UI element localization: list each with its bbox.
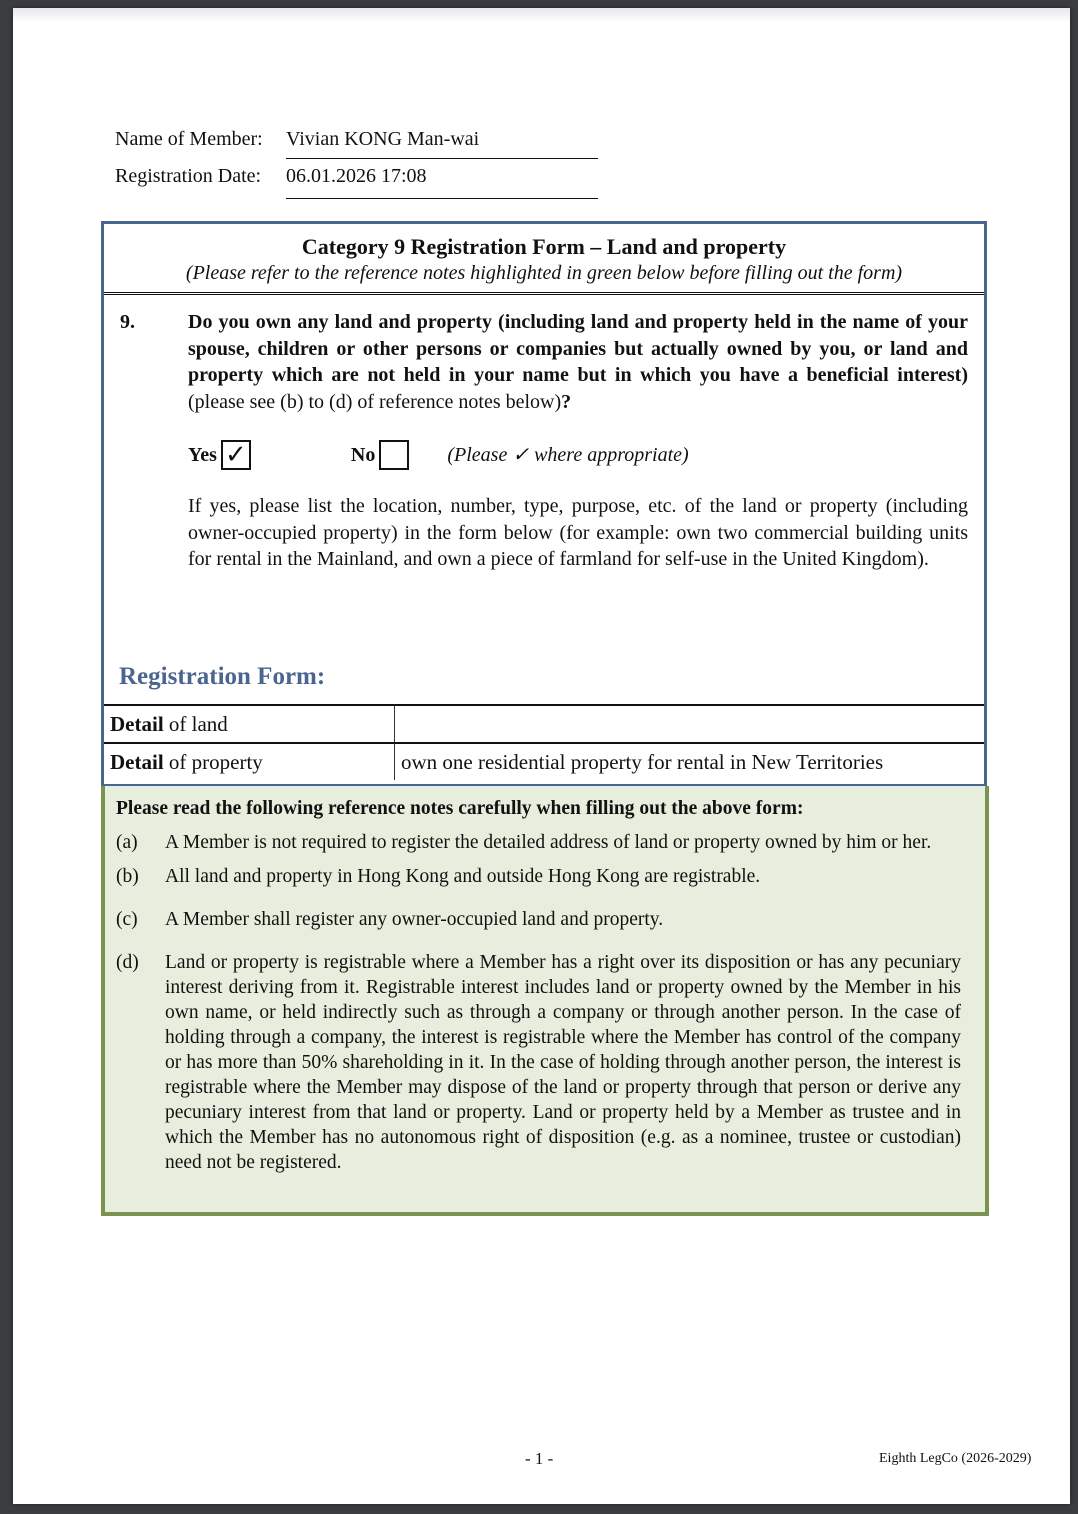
question-text xyxy=(188,309,968,415)
yes-no-row xyxy=(188,439,968,471)
detail-property-value[interactable]: own one residential property for rental in New Territories xyxy=(395,743,985,780)
registration-date-value: 06.01.2026 17:08 xyxy=(286,165,598,199)
note-c: (c) A Member shall register any owner-occupied land and property. xyxy=(116,909,664,930)
document-page xyxy=(13,8,1070,1504)
no-label: No xyxy=(350,443,376,466)
form-subtitle: (Please refer to the reference notes highlighted in green below before filling out the form) xyxy=(185,262,903,284)
question-9 xyxy=(104,295,984,573)
detail-table xyxy=(104,704,984,780)
checkbox-hint: (Please ✓ where appropriate) xyxy=(447,443,689,466)
table-row xyxy=(104,743,984,780)
reference-notes xyxy=(101,786,989,1216)
page-number: - 1 - xyxy=(525,1449,554,1468)
note-d: (d) Land or property is registrable where a Member has a right over its disposition or has any pecuniary interest deriving from it. Registrable interest includes land or property owned by the Member in his own name, or held indirectly such as through a company or through another person. In the case of holding through a company, the interest is registrable where the Member has control of the company or has more than 50% shareholding in it. In the case of holding through another person, the interest is registrable where the Member may dispose of the land or property through that person or derive any pecuniary interest from that land or property. Land or property held by a Member as trustee and in which the Member has no autonomous right of disposition (e.g. as a nominee, trustee or custodian) need not be registered. xyxy=(116,952,961,1173)
question-mark: ? xyxy=(561,390,572,413)
form-header xyxy=(104,224,984,295)
form-title: Category 9 Registration Form – Land and property xyxy=(301,234,787,259)
question-number: 9. xyxy=(120,311,135,333)
if-yes-instructions: If yes, please list the location, number, type, purpose, etc. of the land or property (including owner-occupied property) in the form below (for example: own two commercial building units for rental in the Mainland, and own a piece of farmland for self-use in the United Kingdom). xyxy=(188,495,968,570)
note-a: (a) A Member is not required to register the detailed address of land or property owned by him or her. xyxy=(116,832,932,853)
detail-land-value[interactable] xyxy=(395,705,985,743)
legco-term: Eighth LegCo (2026-2029) xyxy=(879,1451,1032,1466)
member-name-label: Name of Member: xyxy=(115,128,263,150)
yes-label: Yes xyxy=(188,443,217,466)
detail-property-label: Detail of property xyxy=(104,743,395,780)
note-b: (b) All land and property in Hong Kong and outside Hong Kong are registrable. xyxy=(116,866,761,887)
question-bold-text: Do you own any land and property (including land and property held in the name of your spouse, children or other persons or companies but actually owned by you, or land and property which are not held in your name but in which you have a beneficial interest) xyxy=(188,311,968,386)
yes-checkbox[interactable]: ✓ xyxy=(221,440,251,470)
detail-land-label: Detail of land xyxy=(104,705,395,743)
member-name-value: Vivian KONG Man-wai xyxy=(286,128,598,159)
notes-heading: Please read the following reference notes carefully when filling out the above form: xyxy=(116,798,804,819)
registration-date-label: Registration Date: xyxy=(115,165,262,187)
question-note-ref: (please see (b) to (d) of reference notes below) xyxy=(188,390,562,413)
no-checkbox[interactable] xyxy=(379,440,409,470)
registration-form-heading: Registration Form: xyxy=(119,663,326,690)
registration-form xyxy=(101,221,987,787)
table-row xyxy=(104,705,984,743)
